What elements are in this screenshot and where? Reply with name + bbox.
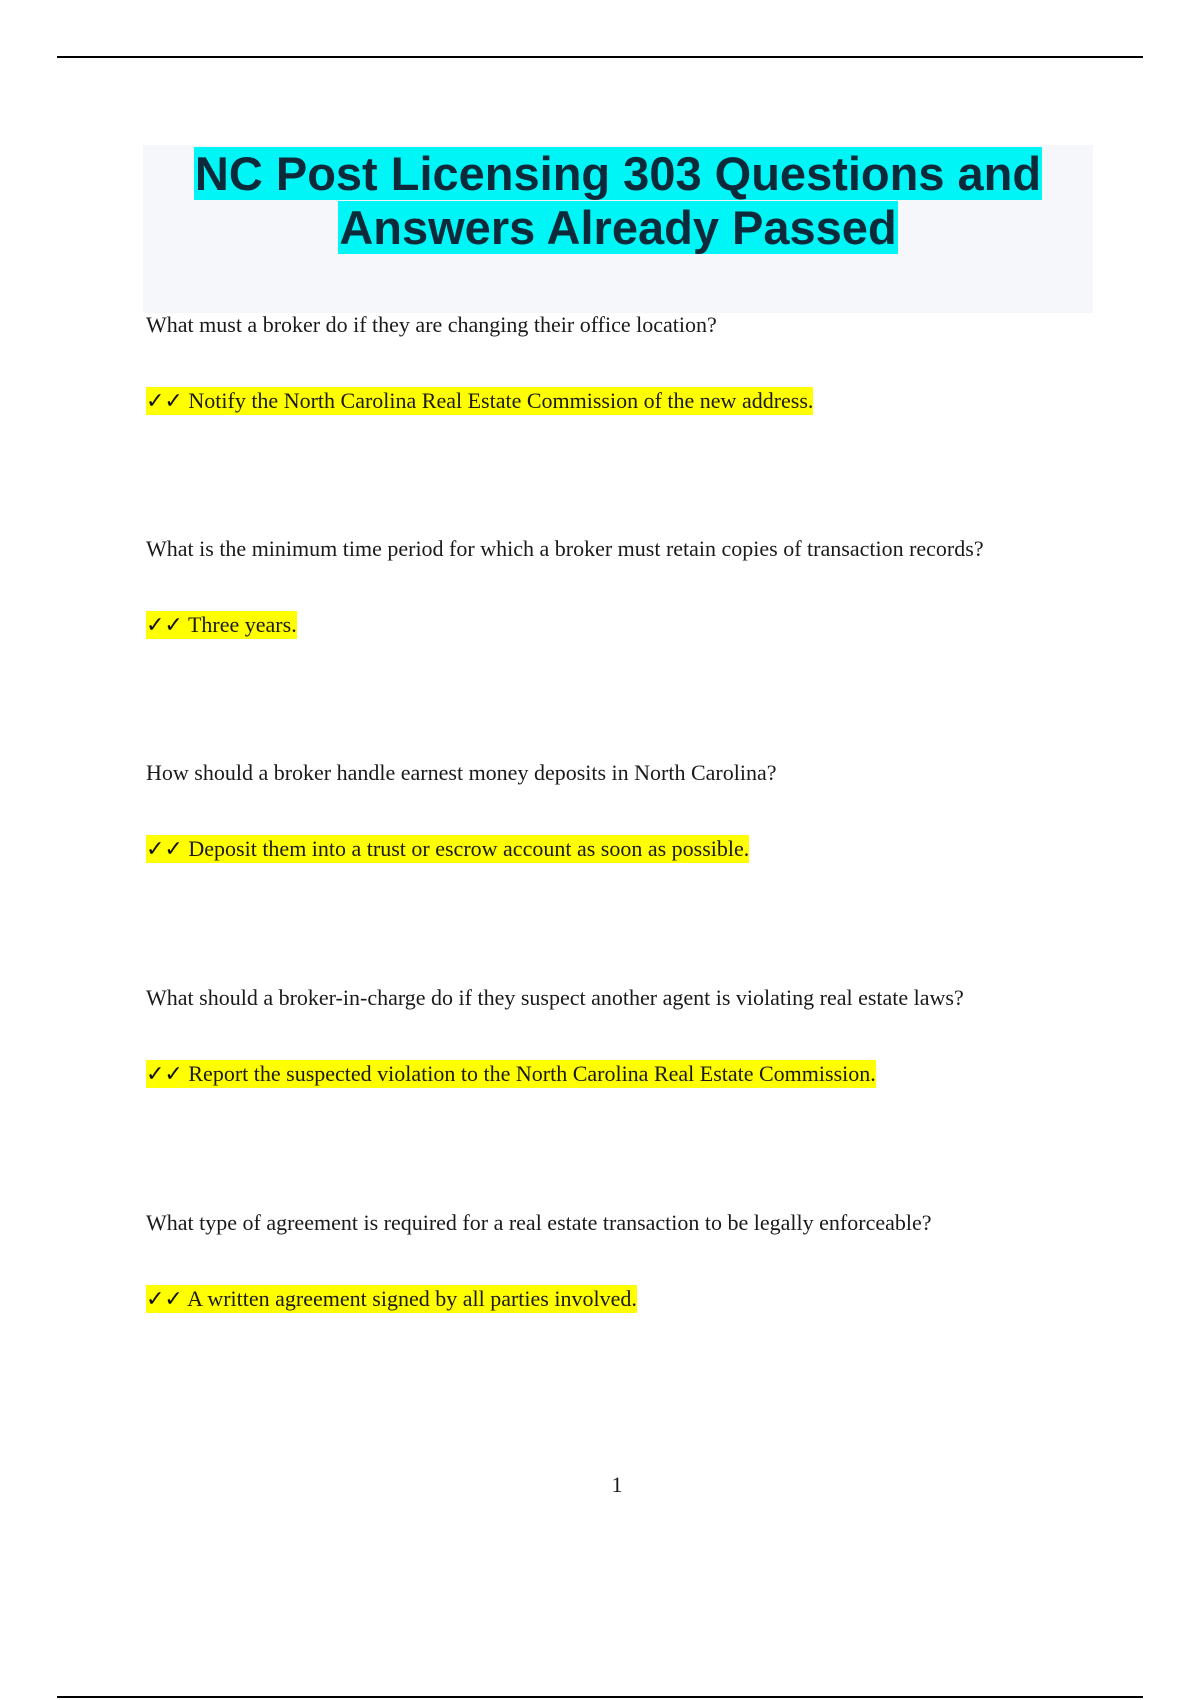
top-rule [57, 56, 1143, 58]
double-check-icon: ✓✓ [146, 837, 183, 862]
answer-label: Report the suspected violation to the North Carolina Real Estate Commission. [188, 1061, 876, 1086]
qa-item [146, 311, 1106, 414]
qa-item [146, 1209, 1106, 1312]
answer-label: Notify the North Carolina Real Estate Commission of the new address. [188, 388, 814, 413]
answer-text [146, 387, 813, 416]
page-number: 1 [611, 1472, 623, 1497]
qa-item [146, 759, 1106, 862]
answer-label: A written agreement signed by all parties involved. [187, 1286, 637, 1311]
bottom-rule [57, 1696, 1143, 1698]
question-text: What type of agreement is required for a real estate transaction to be legally enforceable? [146, 1210, 932, 1235]
answer-label: Deposit them into a trust or escrow account as soon as possible. [188, 836, 750, 861]
question-text: How should a broker handle earnest money deposits in North Carolina? [146, 760, 777, 785]
double-check-icon: ✓✓ [146, 1287, 183, 1312]
document-title-text: NC Post Licensing 303 Questions and Answers Already Passed [194, 147, 1042, 254]
question-text: What must a broker do if they are changing their office location? [146, 312, 717, 337]
answer-text [146, 1060, 876, 1089]
question-text: What should a broker-in-charge do if they suspect another agent is violating real estate laws? [146, 985, 964, 1010]
title-box [143, 145, 1093, 313]
document-title [143, 145, 1093, 255]
question-text: What is the minimum time period for which a broker must retain copies of transaction records? [146, 536, 984, 561]
double-check-icon: ✓✓ [146, 1062, 183, 1087]
answer-text [146, 835, 749, 864]
qa-item [146, 984, 1106, 1087]
double-check-icon: ✓✓ [146, 389, 183, 414]
double-check-icon: ✓✓ [146, 613, 183, 638]
qa-item [146, 535, 1106, 638]
answer-text [146, 611, 297, 640]
answer-text [146, 1285, 637, 1314]
answer-label: Three years. [187, 612, 297, 637]
